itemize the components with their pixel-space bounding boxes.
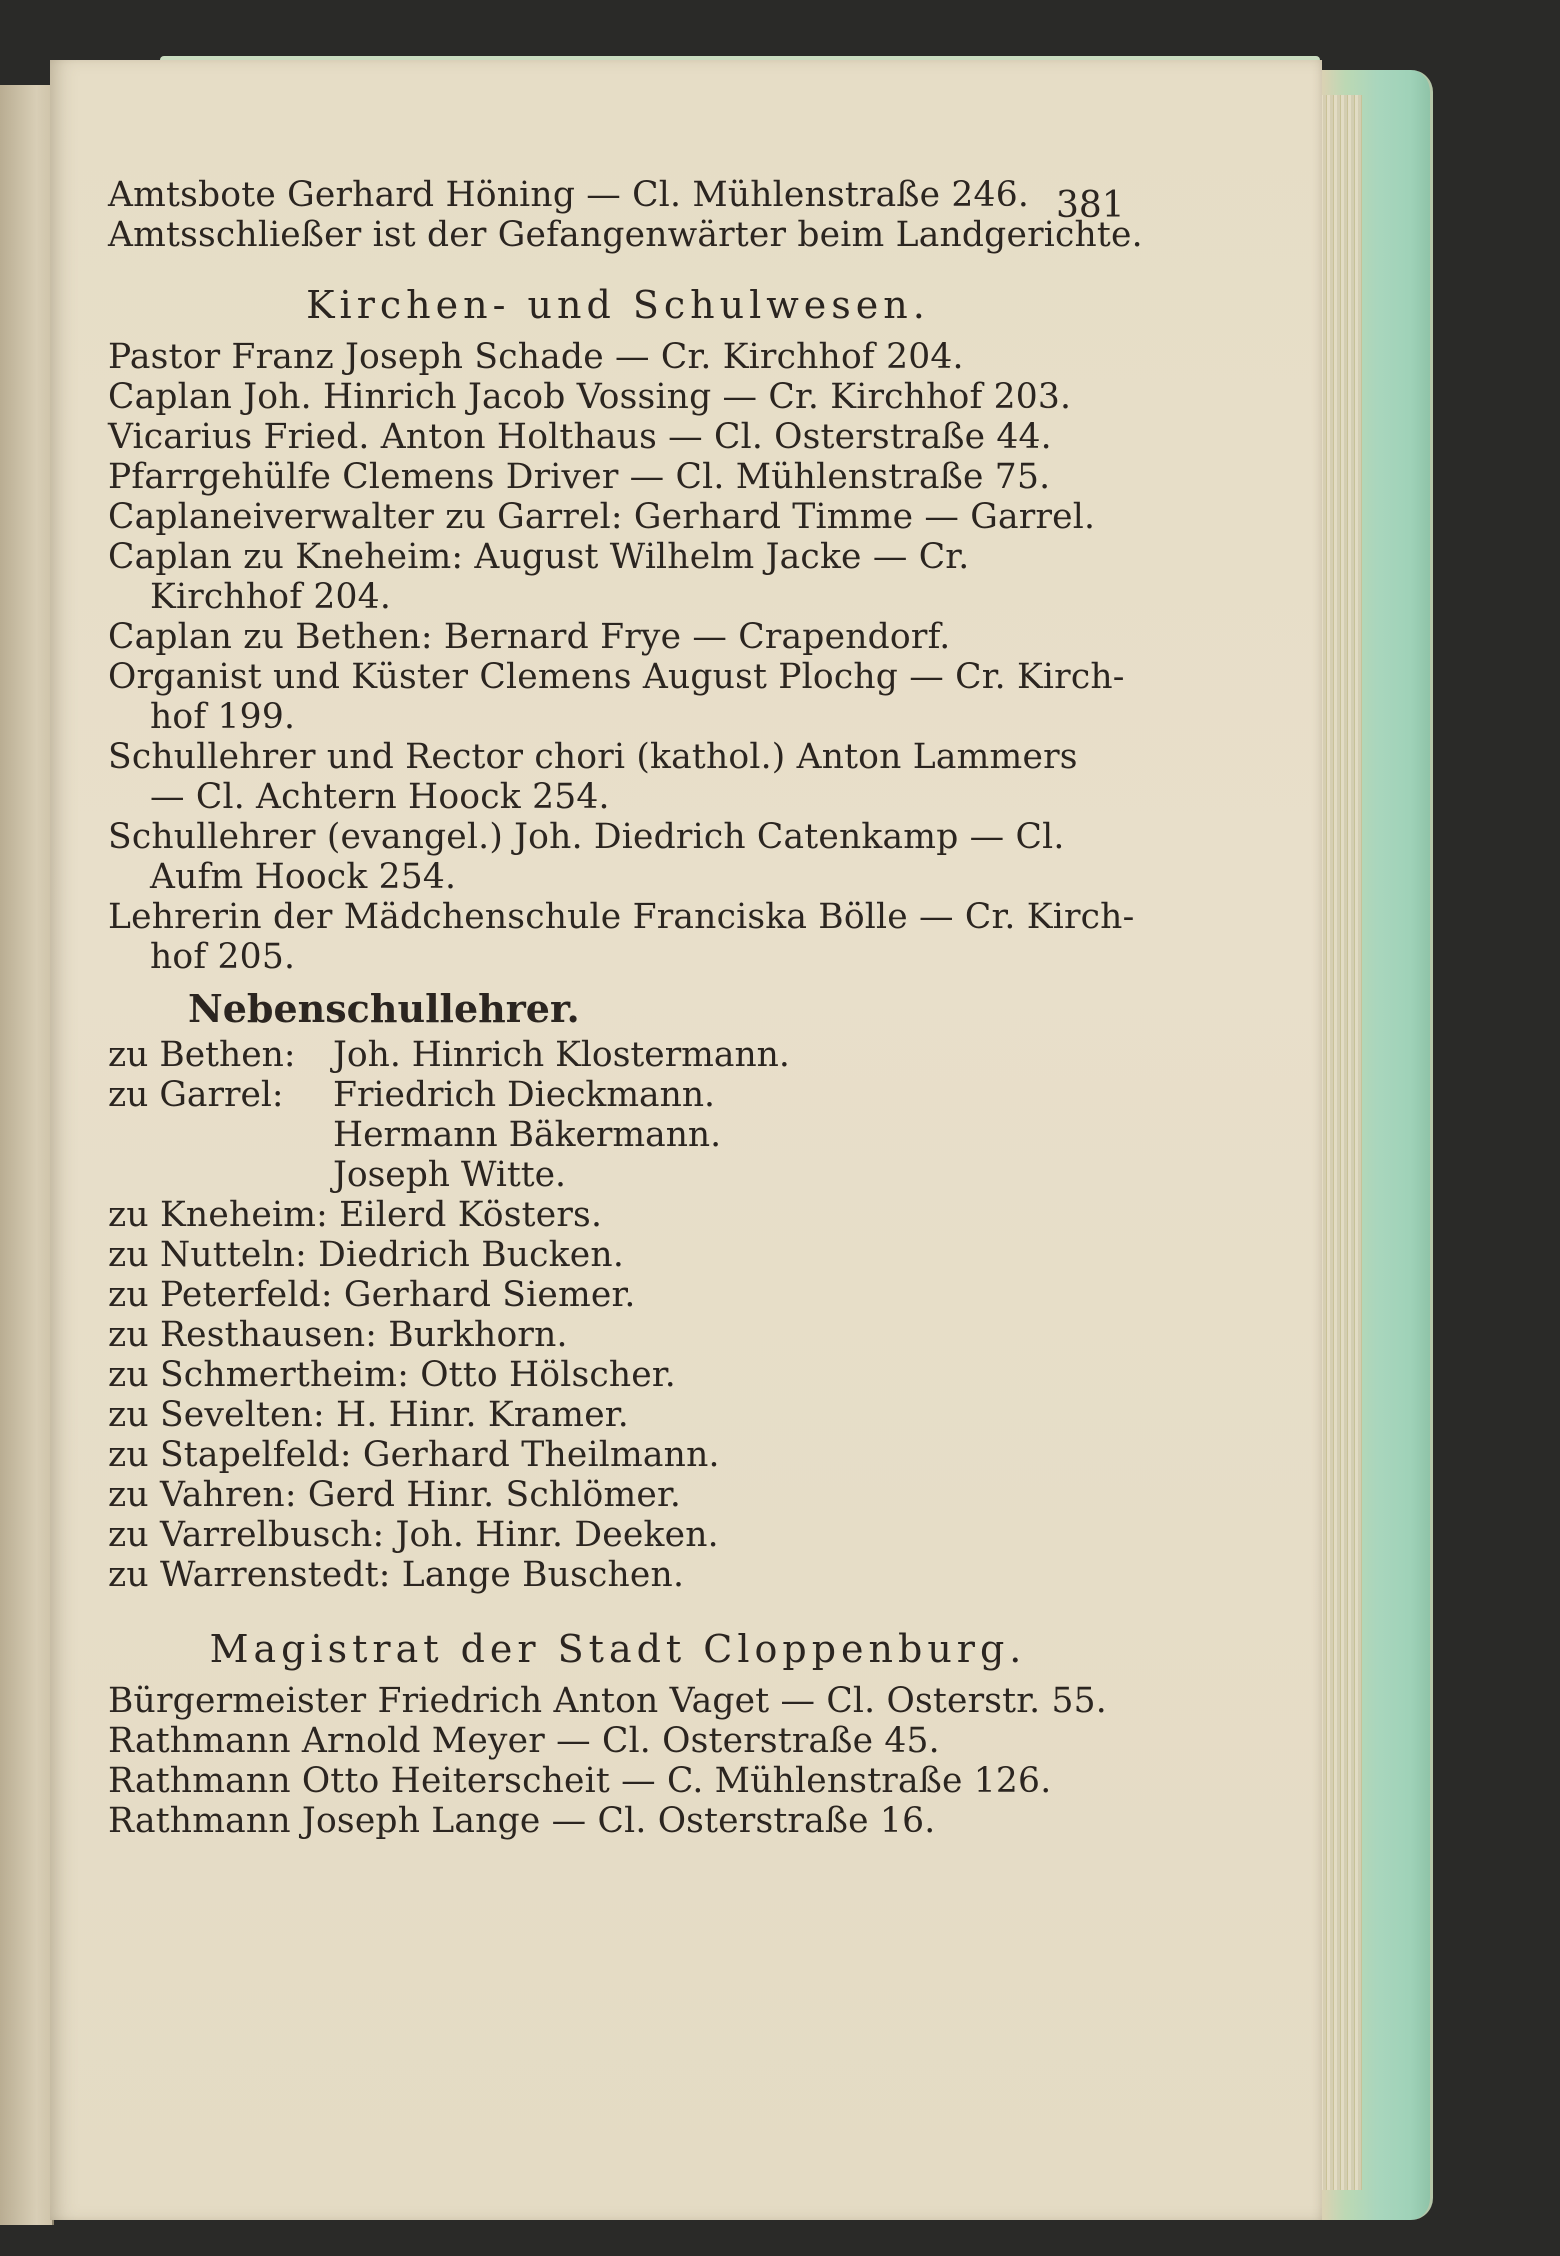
page-content <box>108 175 1143 1841</box>
text-line: zu Kneheim: Eilerd Kösters. <box>108 1195 603 1235</box>
teacher-table <box>108 1035 1128 1195</box>
text-line: Bürgermeister Friedrich Anton Vaget — Cl. Osterstr. 55. <box>108 1681 1107 1721</box>
text-line: Lehrerin der Mädchenschule Franciska Bölle — Cr. Kirch- <box>108 897 1135 937</box>
place-label <box>108 1155 333 1195</box>
text-line: zu Peterfeld: Gerhard Siemer. <box>108 1275 636 1315</box>
text-line: zu Schmertheim: Otto Hölscher. <box>108 1355 676 1395</box>
page-number: 381 <box>1056 185 1125 226</box>
text-line: Amtsschließer ist der Gefangenwärter beim Landgerichte. <box>108 215 1143 255</box>
text-line: Organist und Küster Clemens August Plochg — Cr. Kirch- <box>108 657 1125 697</box>
text-line: zu Stapelfeld: Gerhard Theilmann. <box>108 1435 720 1475</box>
text-line: Caplaneiverwalter zu Garrel: Gerhard Timme — Garrel. <box>108 497 1096 537</box>
text-line: Caplan Joh. Hinrich Jacob Vossing — Cr. Kirchhof 203. <box>108 377 1072 417</box>
text-line: zu Varrelbusch: Joh. Hinr. Deeken. <box>108 1515 719 1555</box>
text-line: Amtsbote Gerhard Höning — Cl. Mühlenstraße 246. <box>108 175 1030 215</box>
section-heading-kirchen: Kirchen- und Schulwesen. <box>306 283 930 327</box>
teacher-name: Joseph Witte. <box>333 1155 566 1195</box>
text-line: Pastor Franz Joseph Schade — Cr. Kirchhof 204. <box>108 337 964 377</box>
text-line: Aufm Hoock 254. <box>150 857 457 897</box>
text-line: Schullehrer (evangel.) Joh. Diedrich Catenkamp — Cl. <box>108 817 1065 857</box>
text-line: zu Resthausen: Burkhorn. <box>108 1315 568 1355</box>
place-label <box>108 1115 333 1155</box>
text-line: zu Nutteln: Diedrich Bucken. <box>108 1235 624 1275</box>
text-line: Rathmann Otto Heiterscheit — C. Mühlenstraße 126. <box>108 1761 1052 1801</box>
teacher-name: Friedrich Dieckmann. <box>333 1075 716 1115</box>
section-heading-neben: Nebenschullehrer. <box>188 986 580 1031</box>
section-heading-magistrat: Magistrat der Stadt Cloppenburg. <box>209 1627 1027 1671</box>
text-line: hof 205. <box>150 937 296 977</box>
text-line: Caplan zu Bethen: Bernard Frye — Crapendorf. <box>108 617 951 657</box>
text-line: Vicarius Fried. Anton Holthaus — Cl. Osterstraße 44. <box>108 417 1052 457</box>
text-line: Kirchhof 204. <box>150 577 391 617</box>
text-line: Rathmann Arnold Meyer — Cl. Osterstraße 45. <box>108 1721 940 1761</box>
text-line: — Cl. Achtern Hoock 254. <box>150 777 610 817</box>
text-line: Caplan zu Kneheim: August Wilhelm Jacke — Cr. <box>108 537 970 577</box>
text-line: hof 199. <box>150 697 296 737</box>
place-label: zu Garrel: <box>108 1075 284 1115</box>
place-label: zu Bethen: <box>108 1035 296 1075</box>
text-line: zu Sevelten: H. Hinr. Kramer. <box>108 1395 629 1435</box>
text-line: Schullehrer und Rector chori (kathol.) Anton Lammers <box>108 737 1078 777</box>
text-line: Rathmann Joseph Lange — Cl. Osterstraße 16. <box>108 1801 936 1841</box>
text-line: zu Vahren: Gerd Hinr. Schlömer. <box>108 1475 682 1515</box>
text-line: Pfarrgehülfe Clemens Driver — Cl. Mühlenstraße 75. <box>108 457 1051 497</box>
left-page-edge <box>0 85 54 2225</box>
text-line: zu Warrenstedt: Lange Buschen. <box>108 1555 685 1595</box>
teacher-name: Joh. Hinrich Klostermann. <box>333 1035 790 1075</box>
teacher-name: Hermann Bäkermann. <box>333 1115 722 1155</box>
